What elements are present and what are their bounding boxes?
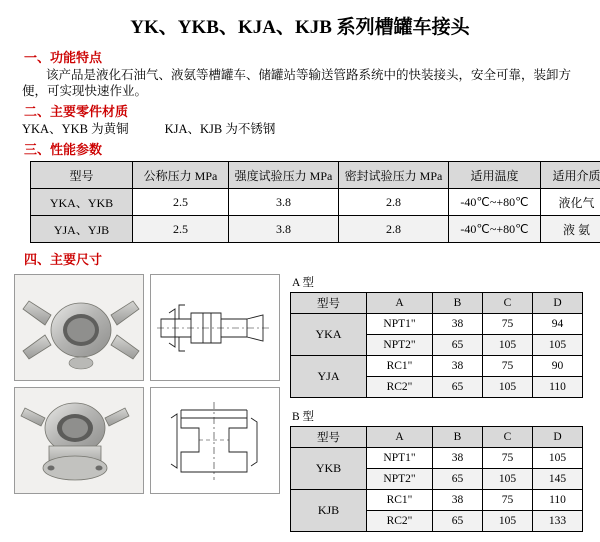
cell-b: 65 <box>433 335 483 356</box>
section-heading-materials: 二、主要零件材质 <box>24 101 586 120</box>
cell-medium: 液化气 <box>541 189 600 216</box>
material-steel-line: KJA、KJB 为不锈钢 <box>165 122 276 136</box>
cell-a: RC2" <box>367 377 433 398</box>
cell-a: NPT2" <box>367 335 433 356</box>
page-title: YK、YKB、KJA、KJB 系列槽罐车接头 <box>14 12 586 39</box>
dimensions-content <box>14 274 586 542</box>
performance-table <box>30 161 600 243</box>
table-row <box>291 356 583 377</box>
cell-d: 145 <box>533 469 583 490</box>
image-row-a <box>14 274 284 381</box>
col-header-d: D <box>533 427 583 448</box>
cell-b: 65 <box>433 511 483 532</box>
cell-nominal-pressure: 2.5 <box>133 189 229 216</box>
cell-b: 38 <box>433 448 483 469</box>
table-label-a: A 型 <box>292 274 586 290</box>
cell-c: 75 <box>483 314 533 335</box>
section-heading-performance: 三、性能参数 <box>24 139 586 158</box>
cell-a: NPT2" <box>367 469 433 490</box>
col-header-d: D <box>533 293 583 314</box>
col-header-nominal-pressure: 公称压力 MPa <box>133 162 229 189</box>
col-header-temperature: 适用温度 <box>449 162 541 189</box>
table-row <box>291 314 583 335</box>
cell-d: 133 <box>533 511 583 532</box>
dimension-table-a <box>290 292 583 398</box>
cell-model: KJB <box>291 490 367 532</box>
cell-temperature: -40℃~+80℃ <box>449 189 541 216</box>
cell-nominal-pressure: 2.5 <box>133 216 229 243</box>
table-row <box>291 448 583 469</box>
cell-model: YJA、YJB <box>31 216 133 243</box>
section-text-materials <box>22 121 586 137</box>
cell-d: 105 <box>533 335 583 356</box>
table-row <box>31 189 600 216</box>
col-header-c: C <box>483 427 533 448</box>
col-header-a: A <box>367 427 433 448</box>
col-header-model: 型号 <box>31 162 133 189</box>
col-header-strength-test-pressure: 强度试验压力 MPa <box>229 162 339 189</box>
cell-d: 90 <box>533 356 583 377</box>
cell-c: 75 <box>483 356 533 377</box>
cell-c: 75 <box>483 448 533 469</box>
cell-b: 38 <box>433 490 483 511</box>
photo-coupling-a <box>14 274 144 381</box>
product-images <box>14 274 284 542</box>
dimension-tables <box>290 274 586 542</box>
cell-medium: 液 氨 <box>541 216 600 243</box>
table-label-b: B 型 <box>292 408 586 424</box>
cell-model: YKB <box>291 448 367 490</box>
cell-b: 65 <box>433 377 483 398</box>
cell-c: 105 <box>483 511 533 532</box>
table-row <box>291 490 583 511</box>
cell-c: 75 <box>483 490 533 511</box>
cell-b: 38 <box>433 314 483 335</box>
col-header-c: C <box>483 293 533 314</box>
photo-coupling-b <box>14 387 144 494</box>
cell-c: 105 <box>483 377 533 398</box>
cell-seal-test-pressure: 2.8 <box>339 189 449 216</box>
section-text-features: 该产品是液化石油气、液氨等槽罐车、储罐站等输送管路系统中的快装接头，安全可靠，装卸方便，可实现快速作业。 <box>22 67 586 99</box>
cell-model: YKA、YKB <box>31 189 133 216</box>
table-header-row <box>291 293 583 314</box>
table-header-row <box>31 162 600 189</box>
cell-a: NPT1" <box>367 448 433 469</box>
col-header-b: B <box>433 427 483 448</box>
cell-strength-test-pressure: 3.8 <box>229 216 339 243</box>
cell-a: NPT1" <box>367 314 433 335</box>
col-header-model: 型号 <box>291 293 367 314</box>
section-heading-features: 一、功能特点 <box>24 47 586 66</box>
section-heading-dimensions: 四、主要尺寸 <box>24 249 586 268</box>
table-header-row <box>291 427 583 448</box>
cell-d: 105 <box>533 448 583 469</box>
cell-temperature: -40℃~+80℃ <box>449 216 541 243</box>
drawing-coupling-a <box>150 274 280 381</box>
cell-model: YJA <box>291 356 367 398</box>
col-header-medium: 适用介质 <box>541 162 600 189</box>
cell-c: 105 <box>483 469 533 490</box>
image-row-b <box>14 387 284 494</box>
cell-a: RC1" <box>367 490 433 511</box>
cell-a: RC1" <box>367 356 433 377</box>
col-header-model: 型号 <box>291 427 367 448</box>
cell-d: 110 <box>533 490 583 511</box>
cell-a: RC2" <box>367 511 433 532</box>
cell-model: YKA <box>291 314 367 356</box>
cell-d: 110 <box>533 377 583 398</box>
cell-strength-test-pressure: 3.8 <box>229 189 339 216</box>
cell-c: 105 <box>483 335 533 356</box>
col-header-a: A <box>367 293 433 314</box>
cell-d: 94 <box>533 314 583 335</box>
col-header-b: B <box>433 293 483 314</box>
cell-b: 65 <box>433 469 483 490</box>
material-brass-line: YKA、YKB 为黄铜 <box>22 122 129 136</box>
table-row <box>31 216 600 243</box>
dimension-table-b <box>290 426 583 532</box>
cell-b: 38 <box>433 356 483 377</box>
col-header-seal-test-pressure: 密封试验压力 MPa <box>339 162 449 189</box>
drawing-coupling-b <box>150 387 280 494</box>
cell-seal-test-pressure: 2.8 <box>339 216 449 243</box>
